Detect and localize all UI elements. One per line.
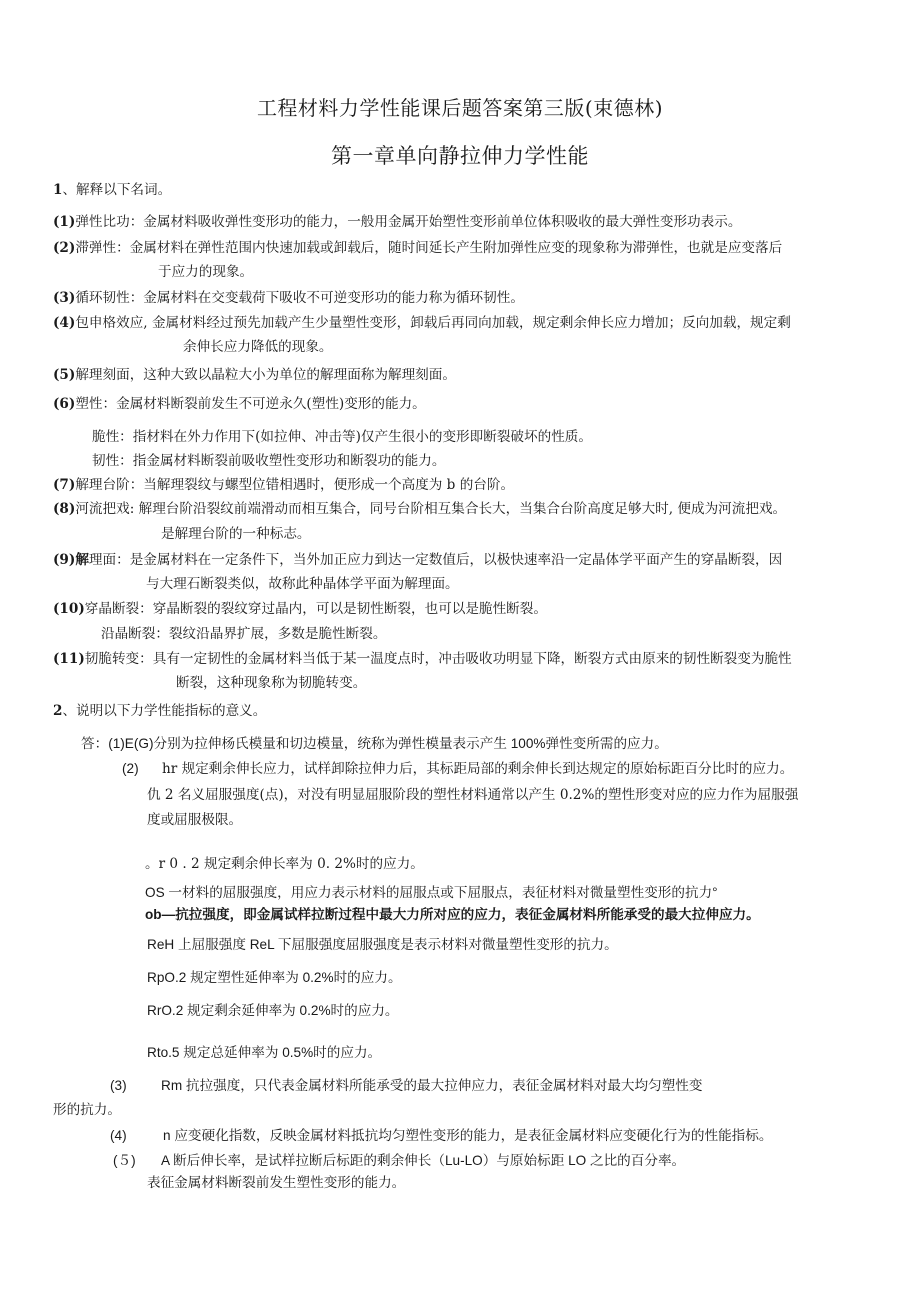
answer-continuation: 形的抗力。 xyxy=(53,1102,121,1118)
document-title: 工程材料力学性能课后题答案第三版(束德林) xyxy=(256,96,664,120)
answer-line: Rm 抗拉强度，只代表金属材料所能承受的最大拉伸应力，表征金属材料对最大均匀塑性变 xyxy=(161,1078,703,1093)
definition-continuation: 断裂，这种现象称为韧脆转变。 xyxy=(176,675,367,691)
answer-number: (５) xyxy=(113,1153,136,1168)
definition-continuation: 是解理台阶的一种标志。 xyxy=(161,526,311,542)
answer-continuation: 度或屈服极限。 xyxy=(147,812,243,828)
definition-continuation: 与大理石断裂类似，故称此种晶体学平面为解理面。 xyxy=(146,576,459,592)
answer-number: (2) xyxy=(122,761,139,776)
definition-item: (11)韧脆转变：具有一定韧性的金属材料当低于某一温度点时，冲击吸收功明显下降，断裂方式由原来的韧性断裂变为脆性 xyxy=(53,651,792,667)
answer-line: 仇 2 名义屈服强度(点)，对没有明显屈服阶段的塑性材料通常以产生 0.2%的塑性形变对应的应力作为屈服强 xyxy=(147,787,799,803)
answer-line: 答：(1)E(G)分别为拉伸杨氏模量和切边模量，统称为弹性模量表示产生 100%弹性变所需的应力。 xyxy=(81,736,668,752)
definition-continuation: 于应力的现象。 xyxy=(158,264,254,280)
definition-item: 沿晶断裂：裂纹沿晶界扩展，多数是脆性断裂。 xyxy=(101,626,387,642)
definition-continuation: 余伸长应力降低的现象。 xyxy=(183,339,333,355)
answer-line: ReH 上屈服强度 ReL 下屈服强度屈服强度是表示材料对微量塑性变形的抗力。 xyxy=(147,937,618,952)
definition-item: (10)穿晶断裂：穿晶断裂的裂纹穿过晶内，可以是韧性断裂，也可以是脆性断裂。 xyxy=(53,601,547,617)
question-2-heading: 2、说明以下力学性能指标的意义。 xyxy=(53,703,267,719)
answer-line: 。r 0 . 2 规定剩余伸长率为 0. 2%时的应力。 xyxy=(145,856,424,872)
definition-item: (6)塑性：金属材料断裂前发生不可逆永久(塑性)变形的能力。 xyxy=(53,396,426,412)
answer-line: Rto.5 规定总延伸率为 0.5%时的应力。 xyxy=(147,1045,382,1060)
definition-item: (4)包申格效应, 金属材料经过预先加载产生少量塑性变形，卸载后再同向加载，规定剩余伸长应力增加；反向加载，规定剩 xyxy=(53,315,791,331)
definition-item: 韧性：指金属材料断裂前吸收塑性变形功和断裂功的能力。 xyxy=(92,453,446,469)
definition-item: (1)弹性比功：金属材料吸收弹性变形功的能力，一般用金属开始塑性变形前单位体积吸收的最大弹性变形功表示。 xyxy=(53,214,742,230)
answer-line: RrO.2 规定剩余延伸率为 0.2%时的应力。 xyxy=(147,1003,399,1018)
answer-line: RpO.2 规定塑性延伸率为 0.2%时的应力。 xyxy=(147,970,402,985)
answer-number: (4) xyxy=(110,1128,127,1143)
definition-item: (3)循环韧性：金属材料在交变载荷下吸收不可逆变形功的能力称为循环韧性。 xyxy=(53,290,524,306)
answer-line: ob—抗拉强度，即金属试样拉断过程中最大力所对应的应力，表征金属材料所能承受的最大拉伸应力。 xyxy=(145,907,760,922)
answer-line: OS 一材料的屈服强度，用应力表示材料的屈服点或下屈服点，表征材料对微量塑性变形的抗力° xyxy=(145,885,718,900)
definition-item: (7)解理台阶：当解理裂纹与螺型位错相遇时，便形成一个高度为 b 的台阶。 xyxy=(53,477,515,493)
answer-continuation: 表征金属材料断裂前发生塑性变形的能力。 xyxy=(147,1175,406,1191)
definition-item: (8)河流把戏: 解理台阶沿裂纹前端滑动而相互集合，同号台阶相互集合长大，当集合台阶高度足够大时, 便成为河流把戏。 xyxy=(53,501,787,517)
definition-item: (9)解理面：是金属材料在一定条件下，当外加正应力到达一定数值后，以极快速率沿一定晶体学平面产生的穿晶断裂，因 xyxy=(53,552,783,568)
answer-number: (3) xyxy=(110,1078,127,1093)
definition-item: 脆性：指材料在外力作用下(如拉伸、冲击等)仅产生很小的变形即断裂破坏的性质。 xyxy=(92,429,592,445)
definition-item: (5)解理刻面，这种大致以晶粒大小为单位的解理面称为解理刻面。 xyxy=(53,367,456,383)
answer-line: A 断后伸长率，是试样拉断后标距的剩余伸长（Lu-LO）与原始标距 LO 之比的百分率。 xyxy=(161,1153,686,1168)
chapter-title: 第一章单向静拉伸力学性能 xyxy=(331,144,589,168)
definition-item: (2)滞弹性：金属材料在弹性范围内快速加载或卸载后，随时间延长产生附加弹性应变的现象称为滞弹性，也就是应变落后 xyxy=(53,240,783,256)
answer-line: hr 规定剩余伸长应力，试样卸除拉伸力后，其标距局部的剩余伸长到达规定的原始标距百分比时的应力。 xyxy=(162,761,794,777)
answer-line: n 应变硬化指数，反映金属材料抵抗均匀塑性变形的能力，是表征金属材料应变硬化行为的性能指标。 xyxy=(163,1128,773,1143)
question-1-heading: 1、解释以下名词。 xyxy=(53,182,172,198)
